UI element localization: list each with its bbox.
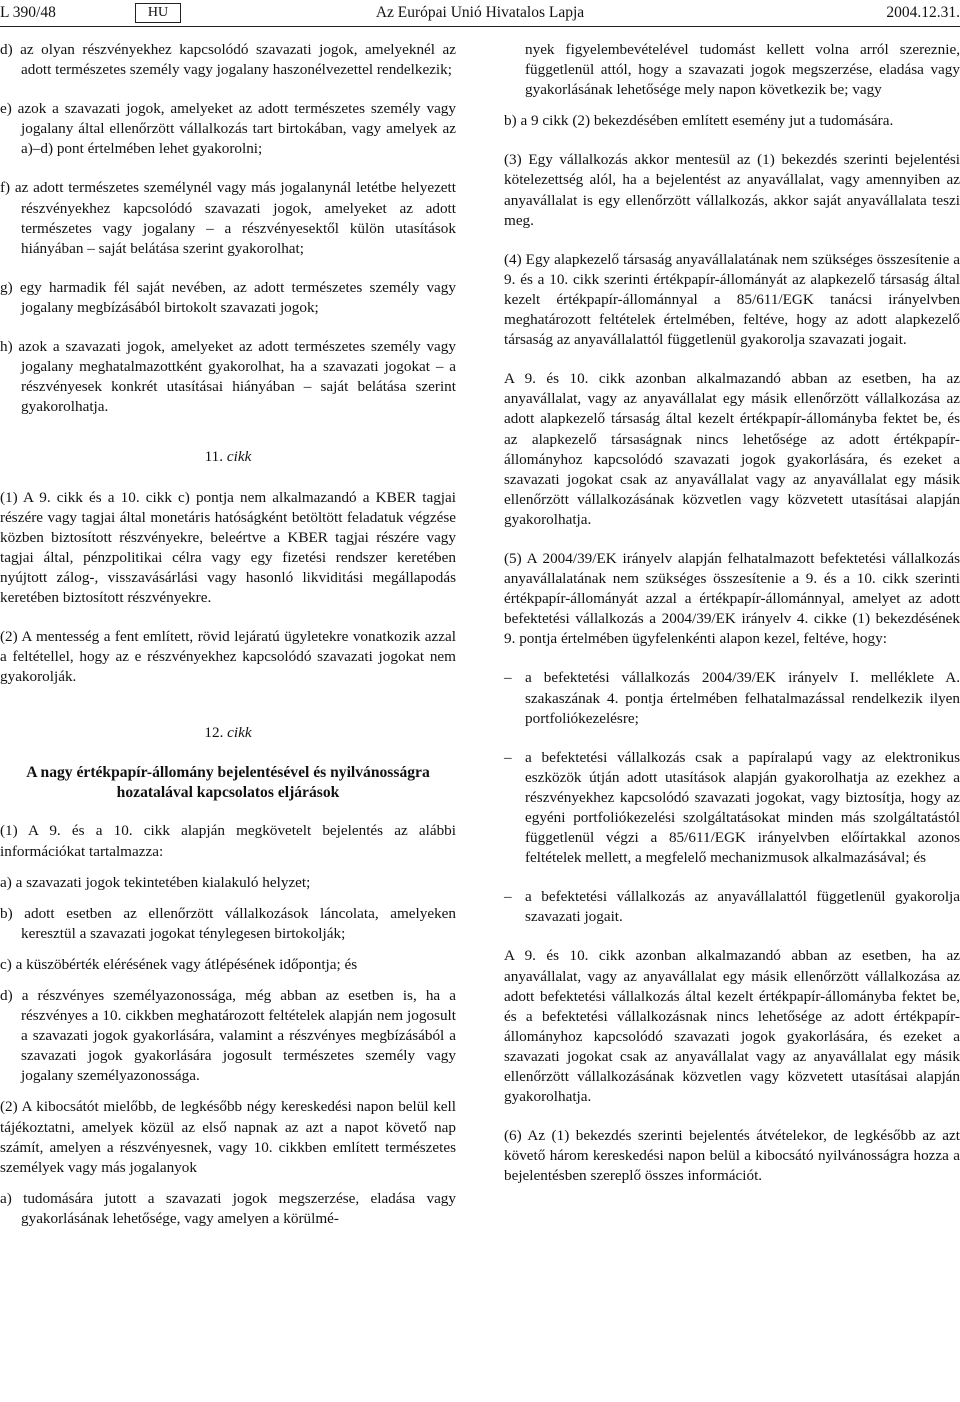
right-column [504, 40, 960, 1206]
article-heading: A nagy értékpapír-állomány bejelentésével és nyilvánosságra hozatalával kapcsolatos eljárások [26, 764, 430, 802]
article-number: 12. [204, 724, 224, 742]
issue-date: 2004.12.31. [886, 4, 960, 21]
paragraph: (2) A kibocsátót mielőbb, de legkésőbb négy kereskedési napon belül kell tájékoztatni, amelyek közül az első napnak az azt a napot követő nap számít, amelyen a részvényesnek, vagy 10. cikkben említett természetes személyek vagy más jogalanyok [0, 1098, 456, 1176]
paragraph: (2) A mentesség a fent említett, rövid lejáratú ügyletekre vonatkozik azzal a feltétellel, hogy az e részvényekhez kapcsolódó szavazati jogokat nem gyakorolják. [0, 628, 456, 686]
article-number: 11. [204, 448, 224, 466]
language-badge: HU [135, 3, 181, 23]
paragraph: (4) Egy alapkezelő társaság anyavállalatának nem szükséges összesítenie a 9. és a 10. cikk szerinti értékpapír-állományát az alapkezelő társaság által kezelt értékpapír-állománnyal a 85/611/EGK tanácsi irányelvben meghatározott feltételek értelmében, feltéve, hogy az adott alapkezelő társaság az anyavállalattól függetlenül gyakorolja szavazati jogait. [504, 250, 960, 349]
paragraph: b) a 9 cikk (2) bekezdésében említett esemény jut a tudomására. [504, 112, 894, 130]
dash-item [504, 668, 960, 728]
paragraph: a) a szavazati jogok tekintetében kialakuló helyzet; [0, 873, 311, 891]
paragraph: h) azok a szavazati jogok, amelyeket az adott természetes személy vagy jogalany meghatalmazottként gyakorolhat, ha a szavazati jogokat – a részvényesek konkrét utasításai hiányában – saját belátása szerint gyakorolhatja. [0, 338, 456, 416]
article-word: cikk [226, 448, 252, 466]
paragraph: (6) Az (1) bekezdés szerinti bejelentés átvételekor, de legkésőbb az azt követő három kereskedési napon belül a kibocsátó nyilvánosságra hozza a bejelentésben szereplő összes információt. [504, 1127, 960, 1185]
dash-text: a befektetési vállalkozás csak a papíralapú vagy az elektronikus eszközök útján adott utasítások alapján gyakorolhatja az ezekhez a részvényekhez kapcsolódó szavazati jogokat, vagy biztosítja, hogy az egyéni portfoliókezelési szolgáltatásokat minden más szolgáltatástól függetlenül végzi a 85/611/EGK irányelvben előírtakkal azonos feltételek mellett, a megfelelő mechanizmusok alkalmazásával; és [525, 748, 960, 867]
dash-text: a befektetési vállalkozás az anyavállalattól függetlenül gyakorolja szavazati jogait. [525, 888, 960, 926]
dash-item [504, 887, 960, 927]
paragraph: a) tudomására jutott a szavazati jogok megszerzése, eladása vagy gyakorlásának lehetősége, vagy amelyen a körülmé- [0, 1189, 456, 1227]
paragraph: f) az adott természetes személynél vagy más jogalanynál letétbe helyezett részvényekhez kapcsolódó szavazati jogok, amelyeket az adott természetes vagy jogalany – a részvényesektől külön utasítások hiányában – saját belátása szerint gyakorolhat; [0, 179, 456, 257]
page-header [0, 0, 960, 27]
article-number-11 [0, 447, 456, 467]
dash-text: a befektetési vállalkozás 2004/39/EK irányelv I. melléklete A. szakaszának 4. pontja értelmében felhatalmazással rendelkezik ilyen portfoliókezelésre; [525, 669, 960, 727]
paragraph: A 9. és 10. cikk azonban alkalmazandó abban az esetben, ha az anyavállalat, vagy az anyavállalat egy másik ellenőrzött vállalkozása az adott alapkezelő társaság által kezelt értékpapír-állományba fektet be, és az alapkezelő társaságnak nincs lehetősége az adott értékpapír-állományhoz kapcsolódó szavazati jogok gyakorlására, és ezeket a szavazati jogokat csak az anyavállalat vagy az anyavállalat egy másik ellenőrzött vállalkozásának közvetlen vagy közvetett utasításai alapján gyakorolhatja. [504, 370, 960, 528]
left-column [0, 40, 456, 1248]
dash-marker: – [504, 669, 512, 687]
paragraph: d) az olyan részvényekhez kapcsolódó szavazati jogok, amelyeknél az adott természetes személy vagy jogalany haszonélvezettel rendelkezik; [0, 41, 456, 79]
dash-marker: – [504, 888, 512, 906]
paragraph: nyek figyelembevételével tudomást kellett volna arról szereznie, függetlenül attól, hogy a szavazati jogok megszerzése, eladása vagy gyakorlásának lehetősége mely napon következik be; vagy [525, 41, 960, 99]
article-number-12 [0, 723, 456, 743]
paragraph: (1) A 9. cikk és a 10. cikk c) pontja nem alkalmazandó a KBER tagjai részére vagy tagjai által monetáris hatóságként betöltött feladatuk végzése közben biztosított részvényekre, beleértve a KBER tagjai részére vagy tagjai által, pénzpolitikai célra vagy egy fizetési rendszer keretében nyújtott zálog-, visszavásárlási vagy hasonló likviditási megállapodás keretében biztosított részvényekre. [0, 488, 456, 606]
paragraph: (3) Egy vállalkozás akkor mentesül az (1) bekezdés szerinti bejelentési kötelezettség alól, ha a bejelentést az anyavállalat, vagy amennyiben az anyavállalat is egy ellenőrzött vállalkozás, akkor saját anyavállalata teszi meg. [504, 151, 960, 229]
paragraph: g) egy harmadik fél saját nevében, az adott természetes személy vagy jogalany megbízásából birtokolt szavazati jogok; [0, 278, 456, 316]
paragraph: (5) A 2004/39/EK irányelv alapján felhatalmazott befektetési vállalkozás anyavállalatának nem szükséges összesítenie a 9. és a 10. cikk szerinti értékpapír-állományát azzal a értékpapír-állománnyal, amelyet az adott befektetési vállalkozás a 2004/39/EK irányelv 4. cikke (1) bekezdésének 9. pontja értelmében ügyfelenkénti alapon kezel, feltéve, hogy: [504, 549, 960, 648]
dash-marker: – [504, 748, 512, 766]
paragraph: b) adott esetben az ellenőrzött vállalkozások láncolata, amelyeken keresztül a szavazati jogokat ténylegesen birtokolják; [0, 904, 456, 942]
dash-item [504, 748, 960, 869]
paragraph: c) a küszöbérték elérésének vagy átlépésének időpontja; és [0, 955, 358, 973]
article-word: cikk [227, 724, 252, 742]
journal-title: Az Európai Unió Hivatalos Lapja [375, 4, 585, 21]
paragraph: e) azok a szavazati jogok, amelyeket az adott természetes személy vagy jogalany által ellenőrzött vállalkozás tart birtokában, vagy amelyek az a)–d) pont értelmében lehet gyakorolni; [0, 100, 456, 158]
page-number: L 390/48 [0, 4, 56, 21]
paragraph: d) a részvényes személyazonossága, még abban az esetben is, ha a részvényes a 10. cikkben meghatározott feltételek alapján nem jogosult a szavazati jogok gyakorlására, valamint a részvényes megbízásából a szavazati jogok gyakorlására jogosult természetes személy vagy jogalany személyazonossága. [0, 987, 456, 1085]
paragraph: (1) A 9. és a 10. cikk alapján megkövetelt bejelentés az alábbi információkat tartalmazza: [0, 822, 456, 860]
paragraph: A 9. és 10. cikk azonban alkalmazandó abban az esetben, ha az anyavállalat, vagy az anyavállalat egy másik ellenőrzött vállalkozása az adott befektetési vállalkozás által kezelt értékpapír-állományba fektet be, és a befektetési vállalkozásnak nincs lehetősége az adott értékpapír-állományhoz kapcsolódó szavazati jogok gyakorlására, és ezeket a szavazati jogokat csak az anyavállalat vagy az anyavállalat egy másik ellenőrzött vállalkozásának közvetlen vagy közvetett utasításai alapján gyakorolhatja. [504, 947, 960, 1106]
